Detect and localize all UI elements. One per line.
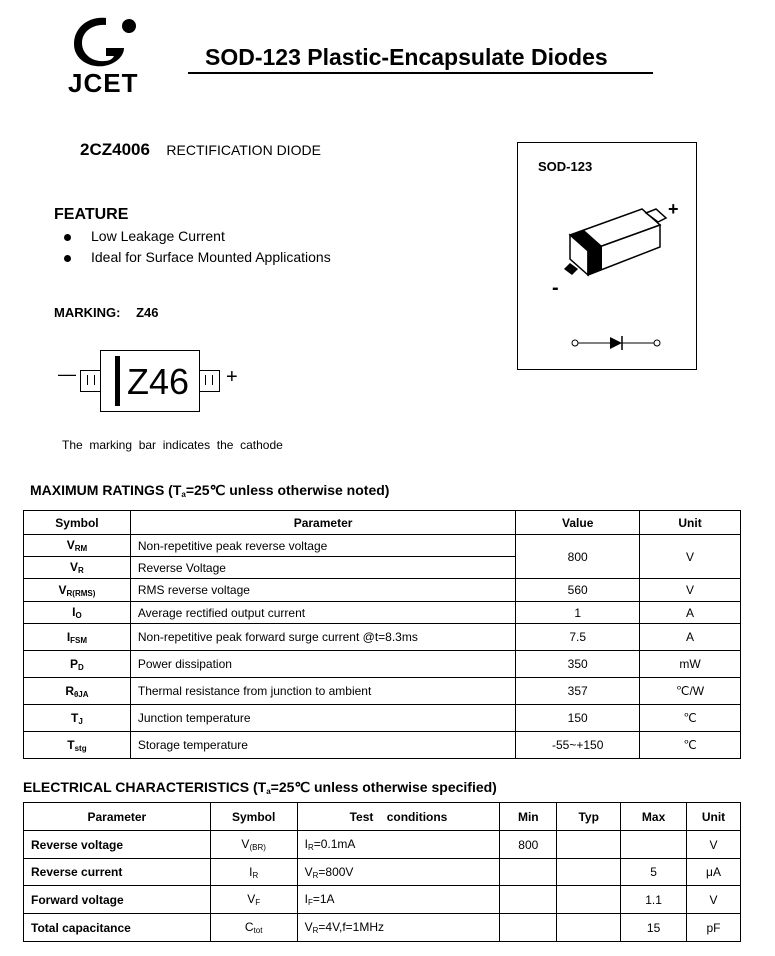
- minus-sign: —: [58, 364, 76, 384]
- document-title: SOD-123 Plastic-Encapsulate Diodes: [205, 44, 608, 70]
- value-cell: 7.5: [516, 624, 640, 651]
- unit-cell: V: [687, 886, 741, 914]
- table-row: [24, 624, 741, 651]
- title-part: =25℃ unless otherwise noted): [185, 482, 390, 498]
- table-header-row: [24, 511, 741, 535]
- logo-mark-icon: [66, 12, 146, 72]
- unit-cell: ℃: [640, 705, 741, 732]
- package-box: [517, 142, 697, 370]
- table-row: [24, 535, 741, 557]
- marking-caption: The marking bar indicates the cathode: [62, 438, 283, 452]
- parameter-cell: Junction temperature: [130, 705, 515, 732]
- header-cell: Symbol: [24, 511, 131, 535]
- marking-drawing: [58, 348, 248, 412]
- symbol-cell: $V_F$: [210, 886, 297, 914]
- min-cell: [500, 859, 557, 886]
- parameter-cell: Non-repetitive peak forward surge current @t=8.3ms: [130, 624, 515, 651]
- typ-cell: [557, 914, 621, 942]
- condition-cell: $V_R=4V,f=1MHz$: [297, 914, 500, 942]
- header-cell: Typ: [557, 803, 621, 831]
- title-sub: a: [181, 490, 186, 499]
- table-row: [24, 651, 741, 678]
- symbol-cell: $R_{\theta JA}$: [24, 678, 131, 705]
- value-cell: -55~+150: [516, 732, 640, 759]
- unit-cell: ℃/W: [640, 678, 741, 705]
- value-cell: 357: [516, 678, 640, 705]
- unit-cell: V: [687, 831, 741, 859]
- symbol-cell: $I_{FSM}$: [24, 624, 131, 651]
- plus-sign: +: [226, 366, 238, 388]
- feature-text: Low Leakage Current: [91, 228, 225, 244]
- table-row: [24, 602, 741, 624]
- lead-hatch: [87, 375, 95, 385]
- parameter-cell: Thermal resistance from junction to ambient: [130, 678, 515, 705]
- unit-cell: V: [640, 535, 741, 579]
- unit-cell: μA: [687, 859, 741, 886]
- condition-cell: $I_F=1A$: [297, 886, 500, 914]
- table-row: [24, 886, 741, 914]
- unit-cell: mW: [640, 651, 741, 678]
- lead-hatch: [205, 375, 213, 385]
- table-row: [24, 831, 741, 859]
- package-minus: -: [552, 277, 559, 299]
- value-cell: 1: [516, 602, 640, 624]
- parameter-cell: Reverse Voltage: [130, 557, 515, 579]
- table-row: [24, 859, 741, 886]
- header-cell: Parameter: [24, 803, 211, 831]
- max-cell: [621, 831, 687, 859]
- parameter-cell: Average rectified output current: [130, 602, 515, 624]
- table-row: [24, 732, 741, 759]
- part-number: 2CZ4006: [80, 140, 150, 159]
- table-header-row: [24, 803, 741, 831]
- company-name: JCET: [68, 68, 139, 98]
- marking-code: Z46: [127, 361, 190, 402]
- parameter-cell: Power dissipation: [130, 651, 515, 678]
- header-cell: Max: [621, 803, 687, 831]
- condition-cell: $V_R=800V$: [297, 859, 500, 886]
- header-cell: Unit: [640, 511, 741, 535]
- value-cell: 800: [516, 535, 640, 579]
- cathode-bar: [115, 356, 120, 406]
- unit-cell: ℃: [640, 732, 741, 759]
- bullet-icon: [64, 234, 71, 241]
- parameter-cell: Storage temperature: [130, 732, 515, 759]
- parameter-cell: RMS reverse voltage: [130, 579, 515, 602]
- diode-symbol-icon: [570, 333, 670, 353]
- title-part: MAXIMUM RATINGS (T: [30, 482, 182, 498]
- table-row: [24, 914, 741, 942]
- parameter-cell: Reverse current: [24, 859, 211, 886]
- package-name: SOD-123: [538, 159, 593, 174]
- symbol-cell: $V_{(BR)}$: [210, 831, 297, 859]
- part-description: RECTIFICATION DIODE: [166, 142, 321, 158]
- package-plus: +: [668, 199, 679, 219]
- parameter-cell: Total capacitance: [24, 914, 211, 942]
- title-part: ELECTRICAL CHARACTERISTICS (T: [23, 779, 267, 795]
- max-cell: 1.1: [621, 886, 687, 914]
- title-sub: a: [266, 787, 271, 796]
- table-row: [24, 678, 741, 705]
- feature-text: Ideal for Surface Mounted Applications: [91, 249, 331, 265]
- parameter-cell: Reverse voltage: [24, 831, 211, 859]
- min-cell: [500, 886, 557, 914]
- min-cell: [500, 914, 557, 942]
- header-cell: Unit: [687, 803, 741, 831]
- header-cell: Test conditions: [297, 803, 500, 831]
- unit-cell: V: [640, 579, 741, 602]
- parameter-cell: Non-repetitive peak reverse voltage: [130, 535, 515, 557]
- feature-item: [64, 249, 331, 265]
- symbol-cell: $V_R$: [24, 557, 131, 579]
- electrical-characteristics-title: [23, 779, 497, 796]
- bullet-icon: [64, 255, 71, 262]
- unit-cell: A: [640, 624, 741, 651]
- max-cell: 5: [621, 859, 687, 886]
- marking-code-text: Z46: [136, 305, 159, 320]
- typ-cell: [557, 831, 621, 859]
- header-cell: Min: [500, 803, 557, 831]
- header-cell: Value: [516, 511, 640, 535]
- title-underline: [188, 72, 653, 74]
- typ-cell: [557, 859, 621, 886]
- marking-line: [54, 305, 158, 320]
- value-cell: 560: [516, 579, 640, 602]
- max-ratings-table: [23, 510, 741, 759]
- typ-cell: [557, 886, 621, 914]
- symbol-cell: $V_{R(RMS)}$: [24, 579, 131, 602]
- company-logo: [66, 12, 146, 97]
- table-row: [24, 579, 741, 602]
- value-cell: 150: [516, 705, 640, 732]
- marking-label: MARKING:: [54, 305, 121, 320]
- electrical-characteristics-table: [23, 802, 741, 942]
- symbol-cell: $C_{tot}$: [210, 914, 297, 942]
- unit-cell: pF: [687, 914, 741, 942]
- condition-cell: $I_R=0.1mA$: [297, 831, 500, 859]
- header-cell: Parameter: [130, 511, 515, 535]
- symbol-cell: $V_{RM}$: [24, 535, 131, 557]
- unit-cell: A: [640, 602, 741, 624]
- parameter-cell: Forward voltage: [24, 886, 211, 914]
- symbol-cell: $I_R$: [210, 859, 297, 886]
- diode-body: [100, 350, 200, 412]
- title-part: =25℃ unless otherwise specified): [270, 779, 497, 795]
- symbol-cell: $T_{stg}$: [24, 732, 131, 759]
- min-cell: 800: [500, 831, 557, 859]
- symbol-cell: $P_D$: [24, 651, 131, 678]
- value-cell: 350: [516, 651, 640, 678]
- max-cell: 15: [621, 914, 687, 942]
- part-heading: [80, 140, 321, 160]
- feature-item: [64, 228, 225, 244]
- max-ratings-title: [30, 482, 389, 499]
- header-cell: Symbol: [210, 803, 297, 831]
- symbol-cell: $T_J$: [24, 705, 131, 732]
- symbol-cell: $I_O$: [24, 602, 131, 624]
- feature-heading: FEATURE: [54, 206, 129, 223]
- table-row: [24, 705, 741, 732]
